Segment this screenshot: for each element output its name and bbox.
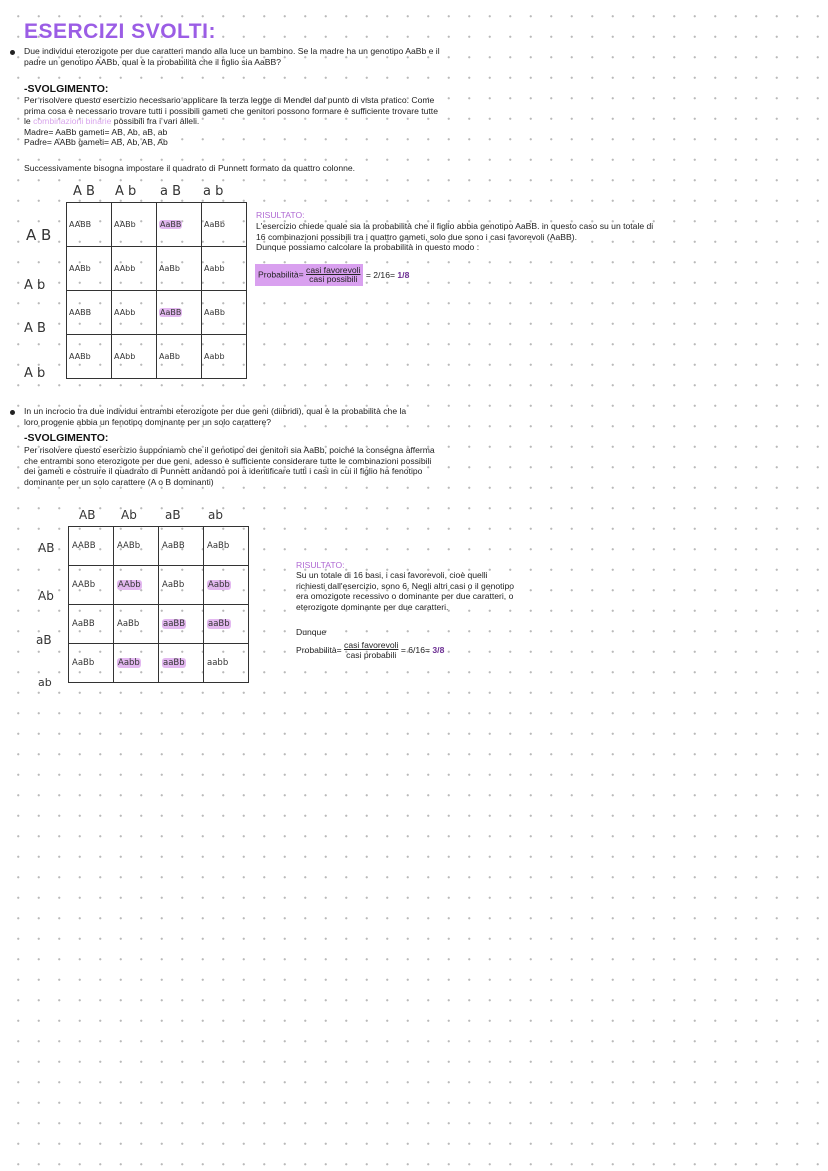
punnett-cell: AAbb	[112, 291, 157, 335]
col-header: A b	[115, 184, 137, 199]
question-line: Due individui eterozigote per due caratteri mando alla luce un bambino. Se la madre ha un genotipo AaBb e il	[24, 46, 440, 56]
result-line: Su un totale di 16 basi, i casi favorevoli, cioè quelli	[296, 570, 488, 580]
result-label: RISULTATO:	[256, 210, 305, 220]
highlighted-genotype: aaBB	[163, 619, 186, 629]
punnett-cell: AaBB	[69, 605, 114, 644]
fraction: $\frac{\text{casi favorevoli}}{\text{casi possibili}}$	[306, 265, 361, 284]
punnett-cell: Aabb	[202, 335, 247, 379]
highlighted-genotype: AaBB	[160, 220, 182, 229]
probability-answer: 3/8	[432, 644, 445, 655]
punnett-cell	[159, 644, 204, 683]
punnett-cell: AABB	[67, 203, 112, 247]
punnett-cell: AaBb	[159, 566, 204, 605]
row-header: A B	[26, 226, 52, 244]
punnett-cell: AaBB	[159, 527, 204, 566]
punnett-cell: AABb	[114, 527, 159, 566]
row-header: A b	[24, 278, 46, 293]
punnett-cell: AaBb	[204, 527, 249, 566]
body-line: Per risolvere questo esercizio supponiamo che il genotipo dei genitori sia AaBb, poiché la consegna afferma	[24, 445, 435, 455]
row-header: Ab	[38, 589, 54, 603]
highlighted-genotype: AAbb	[118, 580, 141, 590]
ex2-result	[296, 570, 566, 612]
body-line: Per risolvere questo esercizio necessario applicare la terza legge di Mendel dal punto di vista pratico. Come	[24, 95, 435, 105]
page-title: ESERCIZI SVOLTI:	[24, 20, 216, 43]
body-line: prima cosa è necessario trovare tutti i possibili gameti che genitori possono formare è sufficiente trovare tutte	[24, 105, 438, 116]
ex1-question	[24, 46, 544, 67]
punnett-cell: AaBb	[202, 291, 247, 335]
punnett-cell	[204, 605, 249, 644]
punnett-cell: aabb	[204, 644, 249, 683]
fraction: $\frac{\text{casi favorevoli}}{\text{casi probabili}}$	[344, 640, 399, 660]
result-line: richiesti dall'esercizio, sono 6. Negli altri casi o il genotipo	[296, 580, 515, 591]
highlighted-term: combinazioni binarie	[33, 116, 112, 127]
ex1-result	[256, 221, 726, 253]
madre-gametes: Madre= AaBb gameti= AB, Ab, aB, ab	[24, 126, 168, 137]
punnett-cell: AABb	[112, 203, 157, 247]
punnett-square-2	[68, 526, 249, 683]
punnett-cell: AABB	[67, 291, 112, 335]
punnett-cell: AABb	[67, 335, 112, 379]
highlighted-genotype: AaBB	[160, 308, 182, 317]
bullet	[10, 410, 15, 415]
highlighted-genotype: aaBb	[163, 658, 185, 668]
col-header: AB	[79, 508, 96, 522]
punnett-cell: AABB	[69, 527, 114, 566]
col-header: a B	[160, 184, 182, 199]
punnett-cell: AaBb	[114, 605, 159, 644]
probability-answer: 1/8	[397, 270, 410, 280]
punnett-cell: AaBb	[157, 247, 202, 291]
result-line: eterozigote dominante per due caratteri.	[296, 601, 449, 612]
question-line: loro progenie abbia un fenotipo dominante per un solo carattere?	[24, 416, 272, 427]
punnett-cell	[157, 203, 202, 247]
ex1-body	[24, 95, 544, 148]
ex2-question	[24, 406, 544, 427]
result-line: Dunque possiamo calcolare la probabilità in questo modo :	[256, 242, 480, 253]
row-header: AB	[38, 541, 55, 555]
col-header: A B	[73, 184, 95, 199]
body-line: dei gameti e costruire il quadrato di Punnett andando poi a identificare tutti i casi in cui il figlio ha fenotipo	[24, 466, 423, 477]
punnett-cell	[157, 291, 202, 335]
highlighted-genotype: aaBb	[208, 619, 230, 629]
padre-gametes: Padre= AABb gameti= AB, Ab, AB, Ab	[24, 137, 168, 148]
punnett-cell: AaBb	[202, 203, 247, 247]
row-header: A B	[24, 321, 46, 336]
punnett-cell: AAbb	[112, 247, 157, 291]
ex2-probability-formula: Probabilità= $\frac{\text{casi favorevoli}}{\text{casi probabili}}$ = 6/16= 3/8	[296, 640, 445, 660]
result-line: 16 combinazioni possibili tra i quattro gameti, solo due sono i casi favorevoli (AaBB).	[256, 231, 577, 242]
ex2-body	[24, 445, 544, 487]
body-line: che entrambi sono eterozigote per due geni, adesso è sufficiente considerare tutte le combinazioni possibili	[24, 455, 432, 466]
punnett-cell	[159, 605, 204, 644]
col-header: a b	[203, 184, 224, 199]
col-header: aB	[165, 508, 181, 522]
row-header: aB	[36, 633, 52, 647]
col-header: Ab	[121, 508, 137, 522]
result-line: era omozigote recessivo o dominante per due caratteri, o	[296, 591, 514, 602]
punnett-cell: AABb	[69, 566, 114, 605]
punnett-intro: Successivamente bisogna impostare il quadrato di Punnett formato da quattro colonne.	[24, 163, 356, 173]
question-line: In un incrocio tra due individui entrambi eterozigote per due geni (diibridi), qual è la probabilità che la	[24, 406, 407, 416]
result-label: RISULTATO:	[296, 560, 345, 570]
punnett-cell: AaBb	[157, 335, 202, 379]
body-line: le combinazioni binarie possibili fra i vari alleli.	[24, 116, 200, 127]
ex1-probability-formula: Probabilità= $\frac{\text{casi favorevoli}}{\text{casi possibili}}$ = 2/16= 1/8	[255, 264, 409, 286]
formula-box: Probabilità= $\frac{\text{casi favorevoli}}{\text{casi possibili}}$	[255, 264, 363, 286]
highlighted-genotype: Aabb	[118, 658, 140, 668]
bullet	[10, 50, 15, 55]
dunque-text: Dunque	[296, 627, 327, 637]
ex2-heading: -SVOLGIMENTO:	[24, 432, 109, 444]
punnett-cell: AAbb	[112, 335, 157, 379]
ex1-heading: -SVOLGIMENTO:	[24, 83, 109, 95]
punnett-cell: Aabb	[202, 247, 247, 291]
punnett-cell: AABb	[67, 247, 112, 291]
highlighted-genotype: Aabb	[208, 580, 230, 590]
row-header: A b	[24, 366, 46, 381]
punnett-cell: AaBb	[69, 644, 114, 683]
result-line: L'esercizio chiede quale sia la probabilità che il figlio abbia genotipo AaBB. in questo caso su un totale di	[256, 221, 654, 231]
body-line: dominante per un solo carattere (A o B dominanti)	[24, 476, 214, 487]
punnett-square-1	[66, 202, 247, 379]
punnett-cell	[204, 566, 249, 605]
row-header: ab	[38, 676, 52, 689]
punnett-cell	[114, 644, 159, 683]
col-header: ab	[208, 508, 223, 522]
punnett-cell	[114, 566, 159, 605]
question-line: padre un genotipo AABb, qual è la probabilità che il figlio sia AaBB?	[24, 56, 282, 67]
